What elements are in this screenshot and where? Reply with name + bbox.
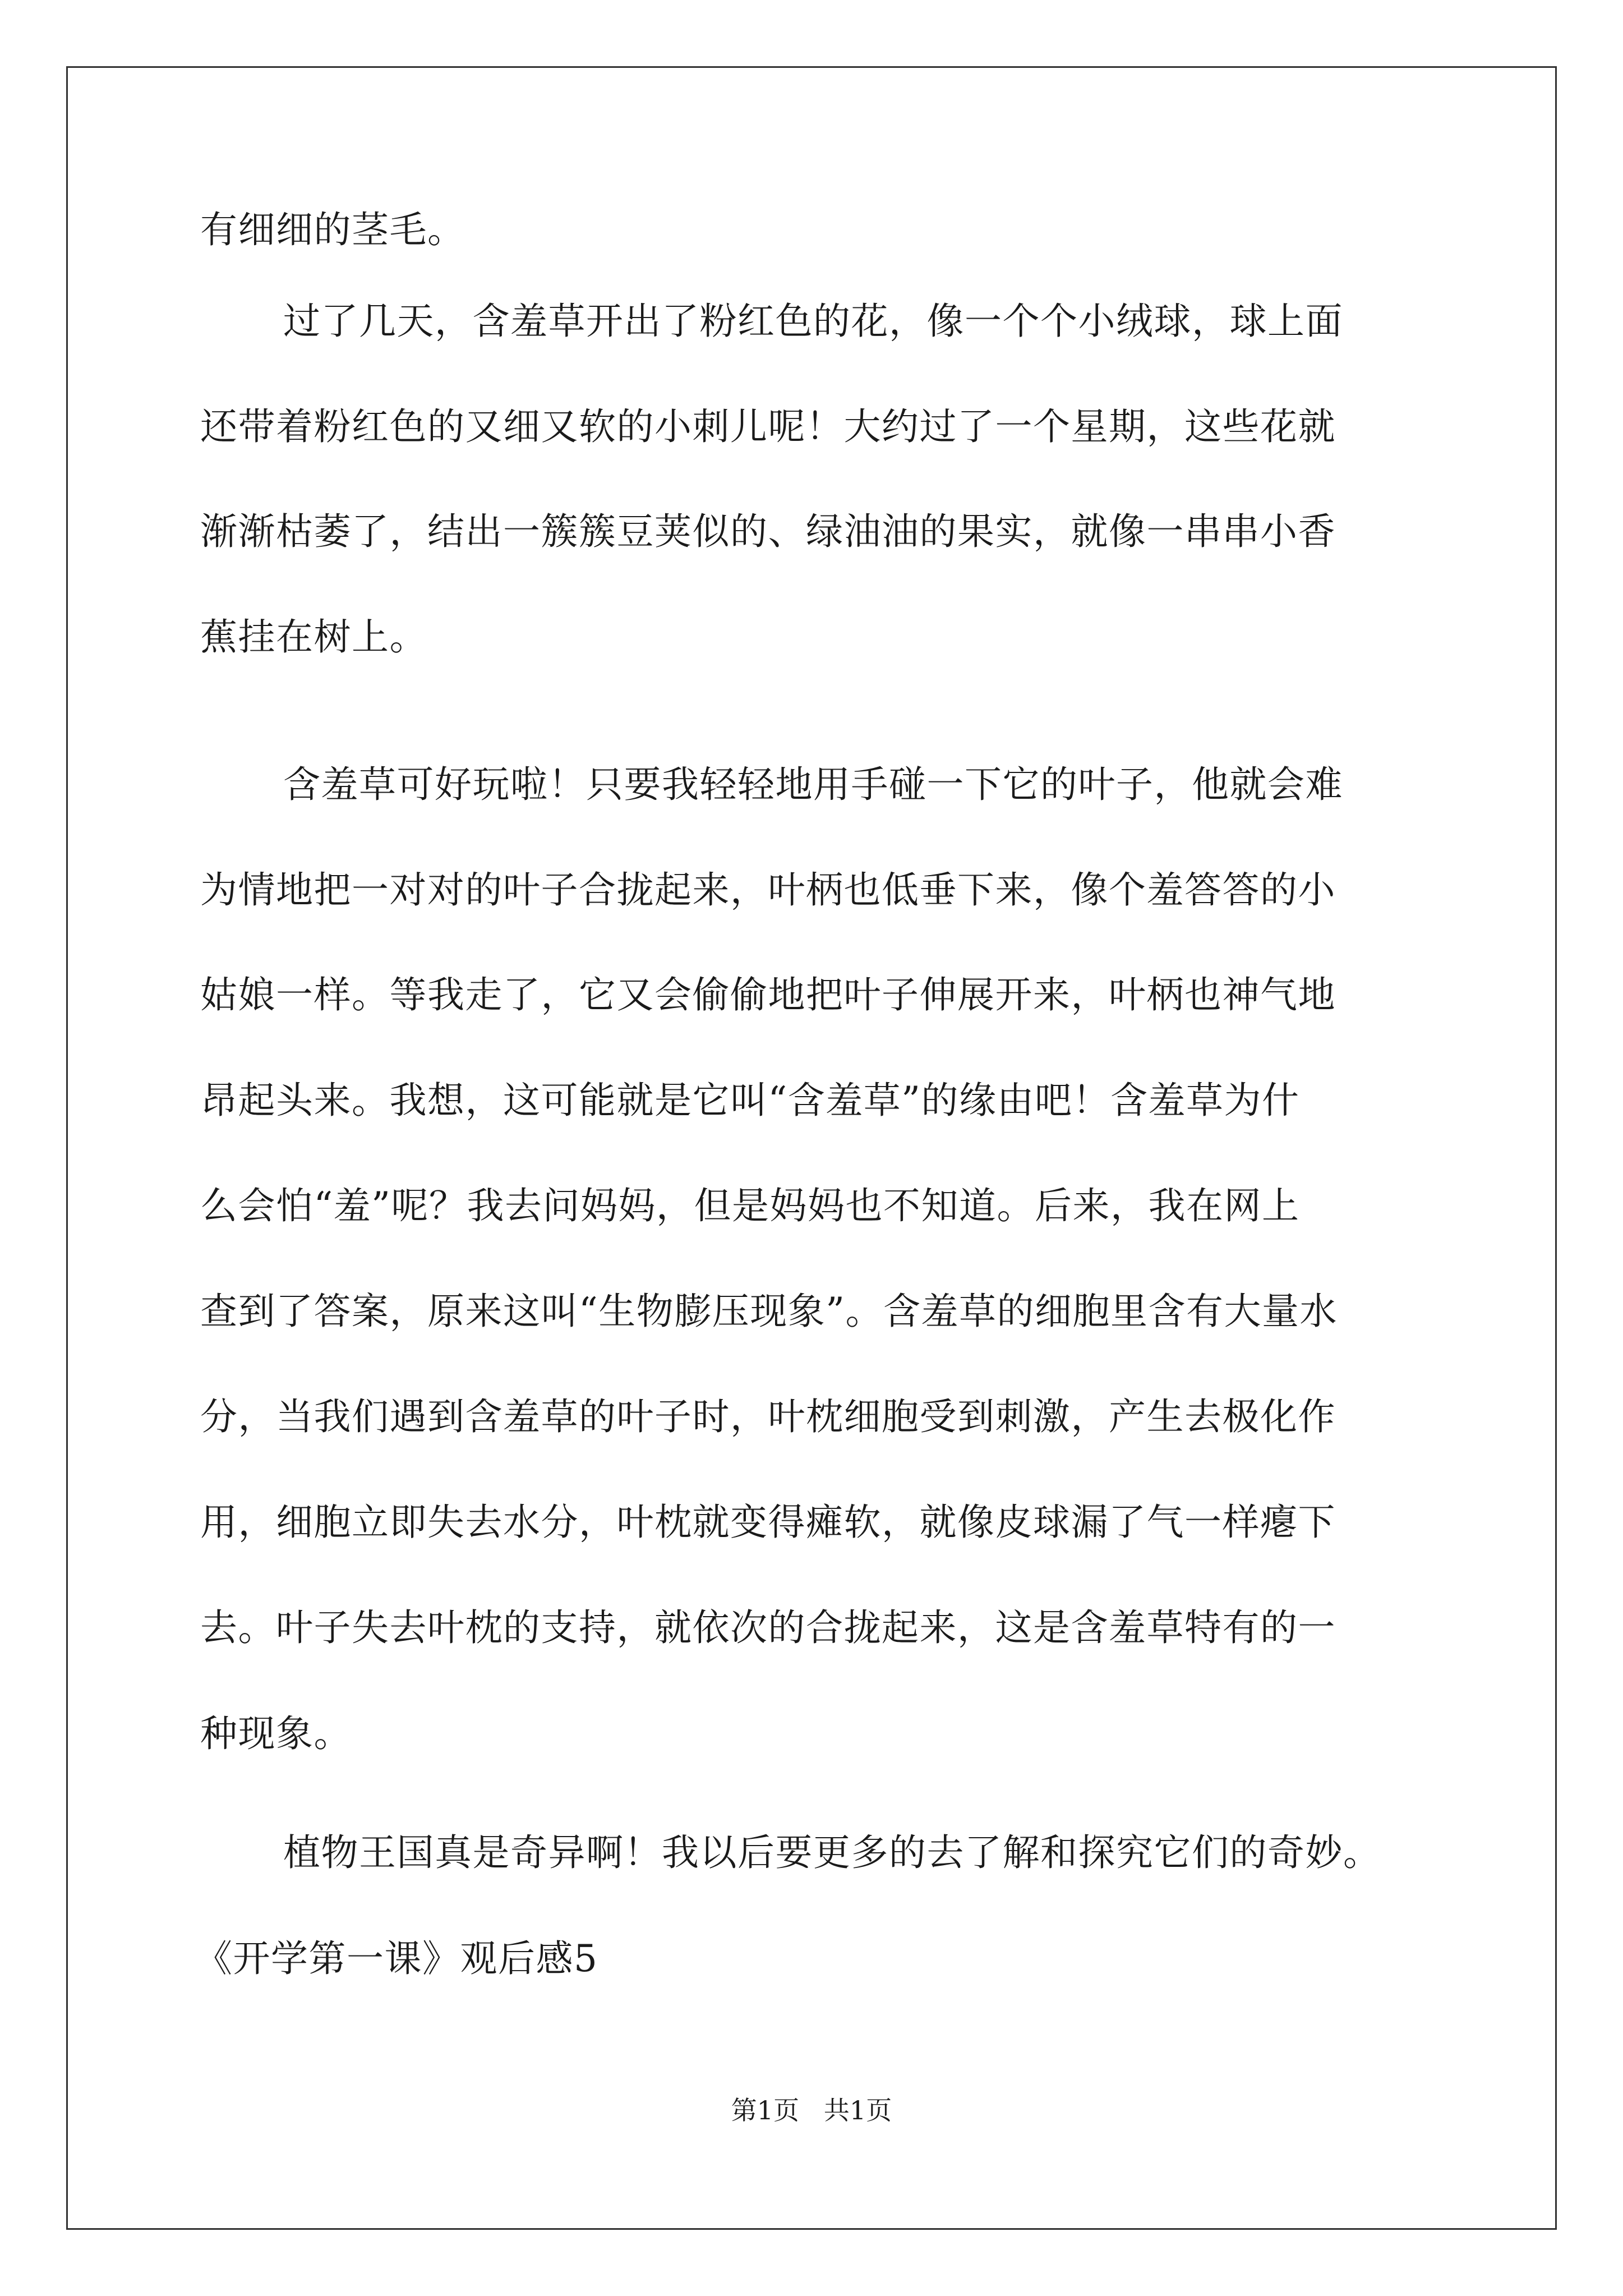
text-line: 分，当我们遇到含羞草的叶子时，叶枕细胞受到刺激，产生去极化作 <box>200 1395 1336 1438</box>
paragraph-first-line: 过了几天，含羞草开出了粉红色的花，像一个个小绒球，球上面 <box>283 300 1343 343</box>
text-line: 查到了答案，原来这叫“生物膨压现象”。含羞草的细胞里含有大量水 <box>200 1290 1338 1333</box>
text-line: 么会怕“羞”呢？我去问妈妈，但是妈妈也不知道。后来，我在网上 <box>200 1184 1300 1227</box>
text-line: 有细细的茎毛。 <box>200 208 465 251</box>
paragraph-first-line: 植物王国真是奇异啊！我以后要更多的去了解和探究它们的奇妙。 <box>283 1831 1381 1874</box>
page-footer: 第1页 共1页 <box>731 2095 892 2125</box>
page-border <box>66 66 1557 2230</box>
text-line: 种现象。 <box>200 1712 352 1755</box>
text-line: 还带着粉红色的又细又软的小刺儿呢！大约过了一个星期，这些花就 <box>200 405 1336 448</box>
text-line: 渐渐枯萎了，结出一簇簇豆荚似的、绿油油的果实，就像一串串小香 <box>200 510 1336 553</box>
text-line: 为情地把一对对的叶子合拢起来，叶柄也低垂下来，像个羞答答的小 <box>200 868 1336 912</box>
text-line: 姑娘一样。等我走了，它又会偷偷地把叶子伸展开来，叶柄也神气地 <box>200 973 1336 1016</box>
text-line: 昂起头来。我想，这可能就是它叫“含羞草”的缘由吧！含羞草为什 <box>200 1079 1300 1122</box>
text-line: 用，细胞立即失去水分，叶枕就变得瘫软，就像皮球漏了气一样瘪下 <box>200 1501 1336 1544</box>
paragraph-first-line: 含羞草可好玩啦！只要我轻轻地用手碰一下它的叶子，他就会难 <box>283 763 1343 806</box>
section-heading: 《开学第一课》观后感5 <box>195 1937 598 1980</box>
text-line: 去。叶子失去叶枕的支持，就依次的合拢起来，这是含羞草特有的一 <box>200 1606 1336 1649</box>
text-line: 蕉挂在树上。 <box>200 615 427 659</box>
